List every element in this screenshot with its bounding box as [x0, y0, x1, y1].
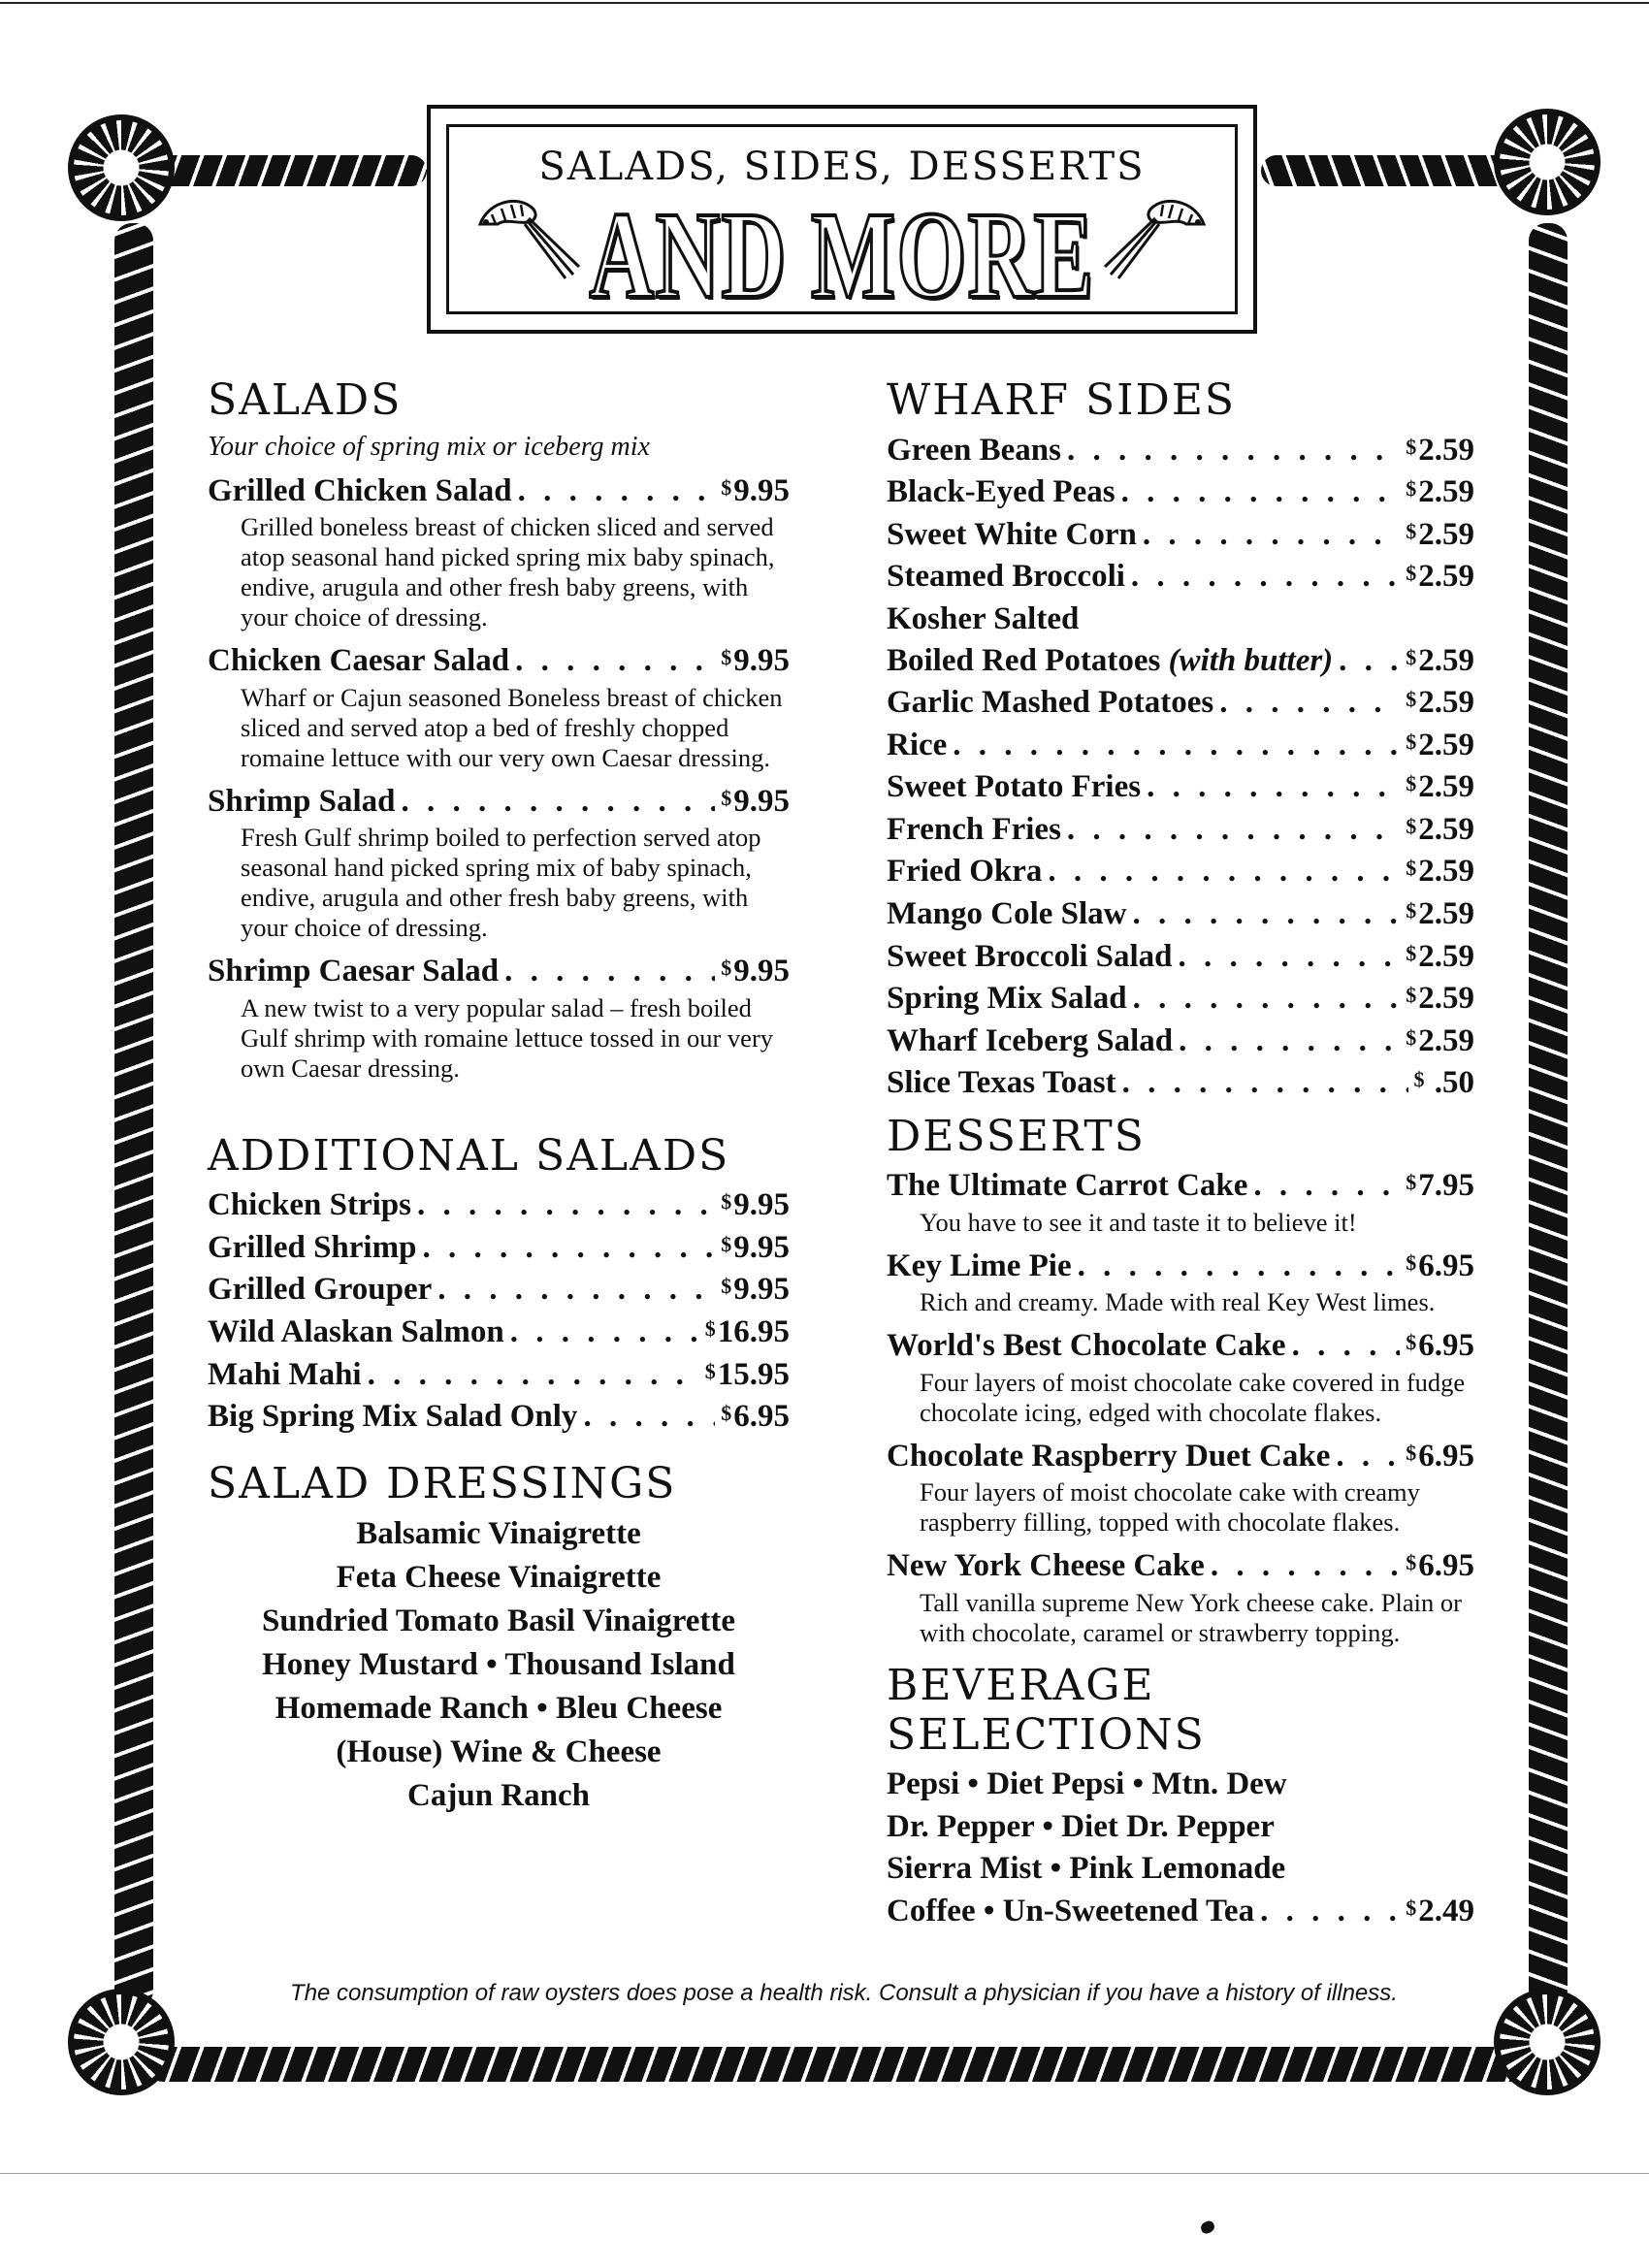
menu-item: World's Best Chocolate Cake . . . $6.95 Four layers of moist chocolate cake covered in fudge chocolate icing, edged with chocolate flakes. — [887, 1325, 1474, 1428]
shrimp-icon — [1099, 185, 1215, 282]
menu-item: Grilled Grouper . . . $9.95 — [208, 1269, 790, 1312]
menu-title: AND MORE — [589, 186, 1095, 324]
scan-top-edge — [0, 2, 1649, 4]
item-description: Rich and creamy. Made with real Key West limes. — [920, 1287, 1436, 1317]
rope-knot-icon — [68, 114, 175, 221]
menu-item: Rice . . . $2.59 — [887, 725, 1474, 767]
dressing-item: Honey Mustard • Thousand Island — [262, 1646, 735, 1682]
section-title-desserts: DESSERTS — [887, 1111, 1146, 1161]
dressing-item: Feta Cheese Vinaigrette — [336, 1560, 662, 1596]
item-description: Four layers of moist chocolate cake with creamy raspberry filling, topped with chocolate flakes. — [920, 1477, 1420, 1538]
item-price: $9.95 — [721, 643, 790, 679]
item-description: Fresh Gulf shrimp boiled to perfection served atop seasonal hand picked spring mix of baby spinach, endive, arugula and other fresh baby greens, with your choice of dressing. — [241, 823, 761, 943]
menu-item: Chicken Strips . . . $9.95 — [208, 1184, 790, 1227]
menu-item: Sweet Broccoli Salad . . . $2.59 — [887, 936, 1474, 979]
dressing-item: Sundried Tomato Basil Vinaigrette — [261, 1604, 736, 1638]
menu-item: Sweet Potato Fries . . . $2.59 — [887, 766, 1474, 809]
item-description: Wharf or Cajun seasoned Boneless breast of chicken sliced and served atop a bed of freshly chopped romaine lettuce with our very own Caesar dressing. — [241, 682, 783, 772]
menu-item: Fried Okra . . . $2.59 — [887, 851, 1474, 893]
item-qualifier: (with butter) — [1168, 642, 1334, 678]
menu-item: Spring Mix Salad . . . $2.59 — [887, 978, 1474, 1021]
section-title-beverages: BEVERAGE SELECTIONS — [887, 1661, 1206, 1760]
menu-header — [427, 105, 1257, 334]
menu-item — [208, 951, 790, 1084]
menu-item: Green Beans . . . $2.59 — [887, 430, 1474, 472]
section-title-salads: SALADS — [208, 375, 403, 425]
dressing-item: Homemade Ranch • Bleu Cheese — [275, 1690, 723, 1726]
item-name: Chicken Caesar Salad — [208, 643, 510, 679]
kosher-salted-line: Kosher Salted — [887, 600, 1080, 636]
menu-item — [208, 781, 790, 944]
menu-item: The Ultimate Carrot Cake . . . $7.95 You have to see it and taste it to believe it! — [887, 1165, 1474, 1238]
salads-note: Your choice of spring mix or iceberg mix — [208, 431, 650, 462]
menu-item: Sweet White Corn . . . $2.59 — [887, 514, 1474, 557]
section-title-salad-dressings: SALAD DRESSINGS — [208, 1458, 677, 1508]
menu-item: Boiled Red Potatoes (with butter) . . . $2.59 — [887, 640, 1474, 683]
menu-subtitle: SALADS, SIDES, DESSERTS — [538, 145, 1146, 189]
scan-divider — [0, 2173, 1649, 2174]
rope-border-right — [1529, 223, 1568, 2008]
rope-border-bottom — [146, 2047, 1542, 2082]
menu-item: Black-Eyed Peas . . . $2.59 — [887, 471, 1474, 514]
right-column — [887, 376, 1474, 1932]
beverage-line: Sierra Mist • Pink Lemonade — [887, 1851, 1286, 1887]
item-description: You have to see it and taste it to believe it! — [920, 1207, 1357, 1237]
item-description: A new twist to a very popular salad – fresh boiled Gulf shrimp with romaine lettuce tossed in our very own Caesar dressing. — [241, 992, 774, 1083]
menu-item: Grilled Shrimp . . . $9.95 — [208, 1227, 790, 1270]
menu-item: Key Lime Pie . . . $6.95 Rich and creamy. Made with real Key West limes. — [887, 1246, 1474, 1318]
menu-item: Wild Alaskan Salmon . . . $16.95 — [208, 1312, 790, 1354]
item-description: Four layers of moist chocolate cake covered in fudge chocolate icing, edged with chocolate flakes. — [920, 1367, 1466, 1427]
item-name: Shrimp Salad — [208, 783, 396, 819]
dressing-item: (House) Wine & Cheese — [336, 1733, 662, 1769]
section-title-additional-salads: ADDITIONAL SALADS — [208, 1130, 730, 1181]
rope-border-top-left — [146, 155, 427, 186]
dressing-item: Balsamic Vinaigrette — [356, 1516, 641, 1552]
menu-item — [208, 640, 790, 773]
item-name: Grilled Chicken Salad — [208, 472, 512, 508]
beverage-line: Pepsi • Diet Pepsi • Mtn. Dew — [887, 1766, 1287, 1802]
menu-item: French Fries . . . $2.59 — [887, 809, 1474, 852]
dressings-list — [208, 1512, 790, 1817]
item-description: Tall vanilla supreme New York cheese cake. Plain or with chocolate, caramel or strawberry topping. — [920, 1588, 1462, 1648]
item-description: Grilled boneless breast of chicken sliced and served atop seasonal hand picked spring mix baby spinach, endive, arugula and other fresh baby greens, with your choice of dressing. — [241, 512, 775, 632]
menu-item: Mango Cole Slaw . . . $2.59 — [887, 893, 1474, 936]
menu-item: Slice Texas Toast . . . $ .50 — [887, 1062, 1474, 1105]
item-price: $9.95 — [721, 783, 790, 819]
menu-item: Steamed Broccoli . . . $2.59 — [887, 556, 1474, 599]
menu-item: Wharf Iceberg Salad . . . $2.59 — [887, 1021, 1474, 1063]
item-name: Shrimp Caesar Salad — [208, 954, 500, 989]
menu-item: New York Cheese Cake . . . $6.95 Tall vanilla supreme New York cheese cake. Plain or with chocolate, caramel or strawberry topping. — [887, 1545, 1474, 1648]
menu-item: Chocolate Raspberry Duet Cake . . . $6.95 Four layers of moist chocolate cake with creamy raspberry filling, topped with chocolate flakes. — [887, 1436, 1474, 1539]
dressing-item: Cajun Ranch — [407, 1777, 590, 1813]
rope-border-left — [114, 223, 153, 2008]
menu-header-frame — [446, 124, 1238, 324]
left-column — [208, 376, 790, 1817]
menu-item: Mahi Mahi . . . $15.95 — [208, 1354, 790, 1397]
menu-item — [208, 470, 790, 633]
section-title-wharf-sides: WHARF SIDES — [887, 375, 1237, 425]
item-price: $9.95 — [721, 472, 790, 508]
health-warning: The consumption of raw oysters does pose a health risk. Consult a physician if you have a history of illness. — [290, 1980, 1398, 2006]
beverage-line: Dr. Pepper • Diet Dr. Pepper — [887, 1808, 1275, 1844]
menu-item: Big Spring Mix Salad Only . . . $6.95 — [208, 1396, 790, 1439]
rope-knot-icon — [1494, 109, 1600, 215]
menu-item: Coffee • Un-Sweetened Tea . . . $2.49 — [887, 1891, 1474, 1933]
item-price: $9.95 — [721, 954, 790, 989]
scan-speck — [1199, 2219, 1215, 2235]
menu-item: Garlic Mashed Potatoes . . . $2.59 — [887, 682, 1474, 725]
